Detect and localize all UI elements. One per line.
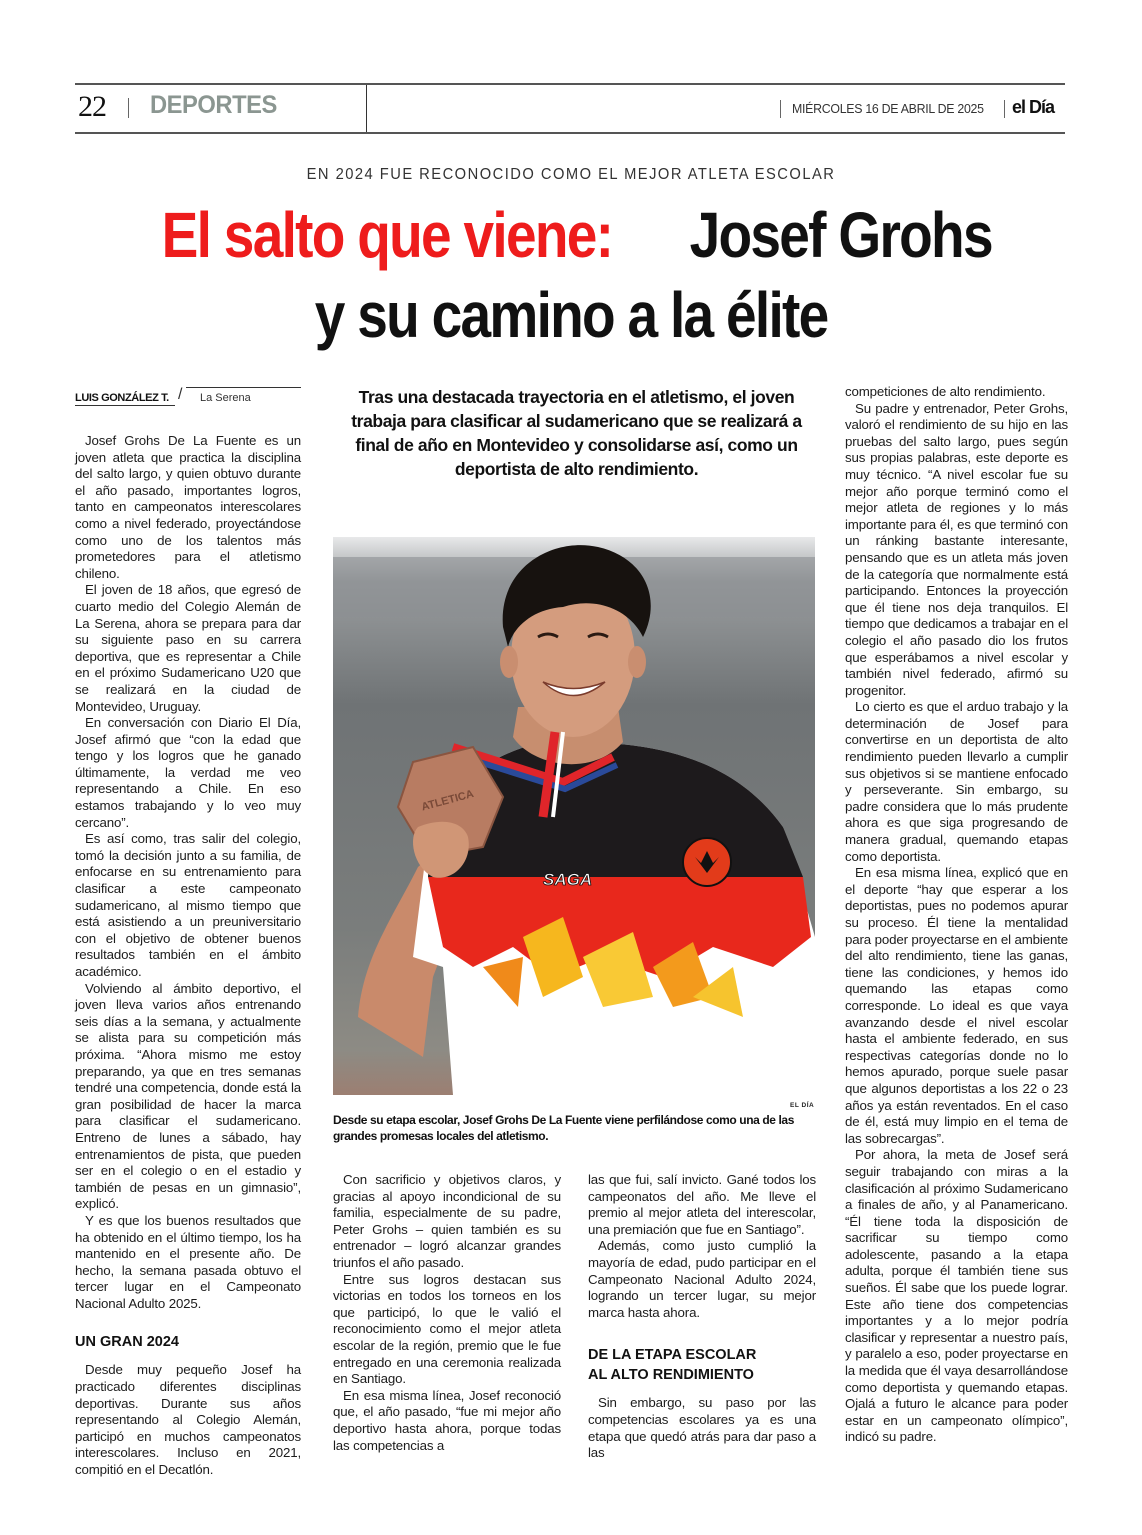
byline-author: LUIS GONZÁLEZ T.: [75, 392, 169, 404]
kicker: EN 2024 FUE RECONOCIDO COMO EL MEJOR ATLETA ESCOLAR: [306, 166, 836, 183]
paragraph: En esa misma línea, explicó que en el deporte “hay que esperar a los deportistas, pues no podemos apurar su proceso. Él tiene la mentalidad para poder proyectarse en el ambiente del alto rendimiento, tiene las ganas, tiene las condiciones, y hemos ido quemando las etapas como corresponde. Lo ideal es que vaya avanzando desde el nivel escolar hasta el ambiente federado, en sus respectivas categorías donde no lo hemos apurado, porque suele pasar que algunos deportistas a los 22 o 23 años ya están reventados. En el caso de él, está muy limpio en el tema de las sobrecargas”.: [845, 865, 1068, 1146]
article-column-2: [333, 1172, 561, 1454]
article-deck: Tras una destacada trayectoria en el atletismo, el joven trabaja para clasificar al sudamericano que se realizará a final de año en Montevideo y consolidarse así, como un deportista de alto rendimiento.: [351, 387, 802, 479]
paragraph: Sin embargo, su paso por las competencias escolares ya es una etapa que quedó atrás para dar paso a las: [588, 1395, 816, 1461]
paragraph: las que fui, salí invicto. Gané todos los campeonatos del año. Me lleve el premio al mejor atleta del interescolar, una premiación que fue en Santiago”.: [588, 1172, 816, 1237]
separator: [780, 100, 781, 118]
header-bottom-rule: [75, 132, 1065, 134]
headline-black-part-1: Josef Grohs: [689, 199, 992, 271]
subheading-line: AL ALTO RENDIMIENTO: [588, 1367, 754, 1384]
headline-red-part: El salto que viene:: [162, 199, 613, 271]
byline-slash-icon: /: [178, 386, 183, 403]
paragraph: Además, como justo cumplió la mayoría de edad, pudo participar en el Campeonato Nacional Adulto 2024, logrando un tercer lugar, su mejor marca hasta ahora.: [588, 1238, 816, 1320]
article-column-4: [845, 384, 1068, 1446]
page-number: 22: [78, 90, 106, 123]
headline: [0, 195, 1142, 355]
separator: [128, 98, 129, 118]
issue-date: MIÉRCOLES 16 DE ABRIL DE 2025: [792, 101, 984, 116]
paragraph: competiciones de alto rendimiento.: [845, 384, 1046, 399]
byline-rule: [186, 387, 301, 388]
paragraph: Volviendo al ámbito deportivo, el joven lleva varios años entrenando seis días a la semana, y actualmente se alista para su competición más próxima. “Ahora mismo me estoy preparando, ya que en tres semanas tendré una competencia, donde está la gran posibilidad de hacer la marca para clasificar el sudamericano. Entreno de lunes a sábado, hay entrenamientos de pista, que pueden ser en el colegio o en el estadio y también de pesas en un gimnasio”, explicó.: [75, 980, 301, 1212]
paragraph: Su padre y entrenador, Peter Grohs, valoró el rendimiento de su hijo en las pruebas del salto largo, pues según sus propias palabras, este deporte es muy técnico. “A nivel escolar fue su mejor año porque terminó como el mejor atleta de regiones y lo más importante para él, es que terminó con un ránking bastante interesante, pensando que es un atleta más joven de la categoría que normalmente está participando. Entonces la proyección que él tiene nos deja tranquilos. El tiempo que dedicamos a trabajar en el colegio el año pasado dio los frutos que esperábamos a nivel escolar y también nivel federado, afirmó su progenitor.: [845, 400, 1068, 698]
newspaper-logo: el Día: [1012, 97, 1055, 117]
svg-text:ATLETICA: ATLETICA: [420, 788, 476, 814]
photo-caption: Desde su etapa escolar, Josef Grohs De La Fuente viene perfilándose como una de las grandes promesas locales del atletismo.: [333, 1113, 794, 1143]
paragraph: Y es que los buenos resultados que ha obtenido en el último tiempo, los ha mantenido en el presente año. De hecho, la semana pasada obtuvo el tercer lugar en el Campeonato Nacional Adulto 2025.: [75, 1212, 301, 1311]
article-photo: [333, 537, 815, 1095]
article-column-3: [588, 1172, 816, 1462]
photo-credit: EL DÍA: [790, 1102, 815, 1109]
paragraph: Con sacrificio y objetivos claros, y gracias al apoyo incondicional de su familia, especialmente de su padre, Peter Grohs – quien también es su entrenador – logró alcanzar grandes triunfos el año pasado.: [333, 1172, 561, 1270]
paragraph: Lo cierto es que el arduo trabajo y la determinación de Josef para convertirse en un deportista de alto rendimiento pueden llevarlo a cumplir sus objetivos si se mantiene enfocado y perseverante. Sin embargo, su padre considera que lo más prudente ahora es que siga progresando de manera gradual, quemando etapas como deportista.: [845, 699, 1068, 864]
paragraph: En conversación con Diario El Día, Josef afirmó que “con la edad que tengo y los logros que he ganado últimamente, la verdad me veo representando a Chile. En eso estamos trabajando y lo veo muy cercano”.: [75, 715, 301, 830]
headline-black-part-2: y su camino a la élite: [314, 279, 828, 351]
shirt-logo-text: SAGA: [543, 870, 593, 889]
subheading-line: DE LA ETAPA ESCOLAR: [588, 1347, 757, 1364]
separator: [1004, 100, 1005, 118]
paragraph: Desde muy pequeño Josef ha practicado diferentes disciplinas deportivas. Durante sus años representando al Colegio Alemán, participó en muchos campeonatos interescolares. Incluso en 2021, compitió en el Decatlón.: [75, 1362, 301, 1478]
article-column-1: [75, 433, 301, 1479]
paragraph: Es así como, tras salir del colegio, tomó la decisión junto a su familia, de enfocarse en su entrenamiento para clasificar a este campeonato sudamericano, al mismo tiempo que está asistiendo a un preuniversitario con el objetivo de obtener buenos resultados también en el ámbito académico.: [75, 831, 301, 979]
subheading-un-gran-2024: UN GRAN 2024: [75, 1334, 179, 1351]
header-top-rule: [75, 83, 1065, 85]
subheading-etapa-escolar: [588, 1345, 816, 1385]
byline-place: La Serena: [200, 392, 251, 404]
header-divider: [366, 85, 367, 132]
section-name: DEPORTES: [150, 91, 277, 119]
byline-rule: [75, 405, 175, 406]
paragraph: En esa misma línea, Josef reconoció que, el año pasado, “fue mi mejor año deportivo hasta ahora, porque todas las competencias a: [333, 1387, 561, 1453]
paragraph: El joven de 18 años, que egresó de cuarto medio del Colegio Alemán de La Serena, ahora se prepara para dar su siguiente paso en su carrera deportiva, que es representar a Chile en el próximo Sudamericano U20 que se realizará en la ciudad de Montevideo, Uruguay.: [75, 582, 301, 714]
paragraph: Por ahora, la meta de Josef será seguir trabajando con miras a la clasificación al próximo Sudamericano a finales de año, y al Panamericano. “Él tiene toda la disposición de sacrificar su tiempo como adolescente, pasando a la etapa adulta, porque él también tiene sus sueños. Él sabe que los puede lograr. Este año tiene dos competencias importantes y a lo mejor podría clasificar y representar a nuestro país, y paralelo a eso, poder proyectarse en la medida que él vaya desarrollándose como deportista y quemando etapas. Ojalá a futuro le alcance para poder estar en un campeonato olímpico”, indicó su padre.: [845, 1147, 1068, 1445]
paragraph: Josef Grohs De La Fuente es un joven atleta que practica la disciplina del salto largo, y quien obtuvo durante el año pasado, importantes logros, tanto en campeonatos interescolares como a nivel federado, proyectándose como uno de los talentos más prometedores para el atletismo chileno.: [75, 433, 301, 581]
athlete-photo-illustration: [333, 537, 815, 1095]
paragraph: Entre sus logros destacan sus victorias en todos los torneos en los que participó, lo que le valió el reconocimiento como el mejor atleta escolar de la región, premio que le fue entregado en una ceremonia realizada en Santiago.: [333, 1271, 561, 1387]
